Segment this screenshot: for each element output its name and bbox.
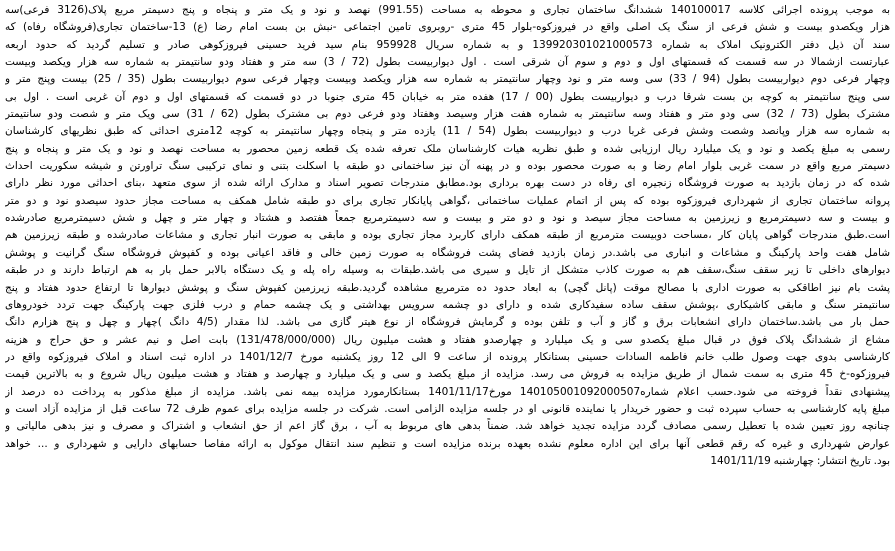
- text-line: به موجب پرونده اجرائی کلاسه 140100017 ششدانگ ساختمان تجاری و محوطه به مساحت (991.55) نهصد و نود و یک متر و پنجاه و پنج دسیمتر مربع پلاک(3126 فرعی)سه: [5, 4, 890, 16]
- text-line: سند آن ذیل دفتر الکترونیک املاک به شماره 139920301021000573 و به شماره سریال 959928 بنام سید فرید حسینی فیروزکوهی صادر و تسلیم گردید که حدود اربعه: [5, 38, 890, 51]
- text-line: مبلغ پایه کارشناسی به حساب سپرده ثبت و حضور خریدار یا نماینده قانونی او در جلسه مزایده الزامی است. شرکت در جلسه مزایده برای عموم ظرف 72 ساعت قبل از مزایده آزاد است و: [5, 402, 890, 415]
- text-line: به شماره سه هزار وپانصد وشصت وشش فرعی غربا درب و دیواربیست بطول (54 / 11) یازده متر و پنجاه وچهار سانتیمتر به کوچه 12متری احداثی که طبق نظریهای کارشناسان: [5, 125, 890, 138]
- text-line: عوارض شهرداری و غیره که رقم قطعی آنها برای این اداره معلوم نشده بعهده برنده مزایده است و تنظیم سند انتقال موکول به ارائه مفاصا حسابهای دارایی و شهرداری و ... خواهد: [5, 437, 890, 450]
- text-line: پیشنهادی نقداً فروخته می شود.حسب اعلام شماره140105001092000507 مورخ1401/11/17 بستانکارمورد مزایده بیمه نمی باشد. مزایده از مبلغ مذکور به پرداخت ده درصد از: [5, 385, 890, 398]
- text-line: است.طبق مندرجات گواهی پایان کار ،مساحت دوبیست مترمربع از طبقه همکف دارای کاربرد مجاز تجاری بوده و مابقی به صورت انبار تجاری و مشاعات صادرشده و طبقه زیرزمین هم: [5, 229, 890, 242]
- text-line: و بیست و سه دسیمترمربع و زیرزمین به مساحت مجاز سیصد و نود و دو متر و بیست و سه دسیمترمربع جمعاً هفتصد و هشتاد و چهار متر و چهل و شش دسیمترمربع صادرشده: [5, 212, 890, 225]
- text-line: دیوارهای داخلی تا زیر سقف سنگ،سقف هم به صورت کاذب متشکل از تایل و سیری می باشد.طبقات به وسیله راه پله و یک دستگاه بالابر حمل بار به هم ارتباط دارند و در طبقه: [5, 264, 890, 277]
- text-line: سانتیمتر سنگ و مابقی کاشیکاری ،پوشش سقف ساده سفیدکاری شده و دارای دو چشمه سرویس بهداشتی و یک چشمه حمام و درب فلزی جهت پارکینگ جهت تردد خودروهای: [5, 298, 890, 311]
- text-line: دسیمتر مربع واقع در سمت غربی بلوار امام رضا و به صورت محصور بوده و در پهنه آن نیز ساختمانی دو طبقه با اسکلت بتنی و نمای ترکیبی سنگ تراورتن و شیشه سکوریت احداث: [5, 160, 890, 173]
- text-line: حمل بار می باشد.ساختمان دارای انشعابات برق و گاز و آب و تلفن بوده و گرمایش فروشگاه از نوع هیتر گازی می باشد. لذا مقدار (4/5 دانگ )چهار و چهل و پنج هزارم دانگ: [5, 316, 890, 329]
- text-line: شامل هفت واحد پارکینگ و مشاعات و انباری می باشد.در زمان بازدید فضای پشت فروشگاه به صورت زمین خالی و فاقد اعیانی بوده و کفپوش فروشگاه سنگ گرانیت و پوشش: [5, 246, 890, 259]
- text-line: مشاع از ششدانگ پلاک فوق در قبال مبلغ یکصدو سی و یک میلیارد و چهارصدو هفتاد و هشت میلیون ریال (131/478/000/000) بابت اصل و نیم عشر و حق حراج و هزینه: [5, 333, 890, 346]
- text-line: پروانه ساختمان تجاری از شهرداری فیروزکوه بوده که پس از اتمام عملیات ساختمانی ،گواهی پایانکار تجاری برای دو طبقه شامل همکف به مساحت مجاز حدود سیصدو نود و دو متر: [5, 194, 890, 207]
- text-line: شده که در زمان بازدید به صورت فروشگاه زنجیره ای رفاه در دست بهره برداری بود.مطابق مندرجات تصویر اسناد و مدارک ارائه شده از سوی متعهد ،بنای احداثی مورد نظر دارای: [5, 177, 890, 190]
- text-line: سی وپنج سانتیمتر به کوچه بن بست شرقا درب و دیواربیست بطول (00 / 17) هفده متر به خیابان 45 متری جنوبا در دو قسمت که قسمتهای اول و دوم آن غربی است . اول بی: [5, 90, 890, 103]
- text-line: مشترک بطول (73 / 32) سی ودو متر و هفتاد وسه سانتیمتر به شماره هفت هزار وسیصد وهفتاد ودو فرعی دوم بی مشترک بطول (62 / 31) سی ویک متر و شصت ودو سانتیمتر: [5, 108, 890, 121]
- text-line: کارشناسی بدوی جهت وصول طلب خانم فاطمه السادات حسینی بستانکار پرونده از ساعت 9 الی 12 روز یکشنبه مورخ 1401/12/7 در اداره ثبت اسناد و املاک فیروزکوه واقع در: [5, 350, 890, 363]
- text-line: عبارتست ازشمالا در سه قسمت که قسمتهای اول و دوم و سوم آن شرقی است . اول دیواربیست بطول (72 / 3) سه متر و هفتاد ودو سانتیمتر به شماره سه هزار ویکصد وبیست: [5, 56, 890, 69]
- text-line: وچهار فرعی دوم دیواربیست بطول (94 / 33) سی وسه متر و نود وچهار سانتیمتر به شماره سه هزار ویکصد وبیست وچهار فرعی سوم دیواربیست بطول (35 / 25) بیست وپنج متر و: [5, 73, 890, 86]
- text-line: رسمی به مبلغ یکصد و نود و یک میلیارد ریال ارزیابی شده و طبق نظریه هیات کارشناسان ملک تعرفه شده یک قطعه زمین محصور به مساحت نهصد و نود و یک متر و پنجاه و پنج: [5, 142, 890, 155]
- text-line: پشت بام نیز اطاقکی به صورت اداری با مصالح موقت (پانل گچی) به ابعاد حدود ده مترمربع مشاهده گردید.طبقه زیرزمین کفپوش سنگ و پوشش دیوارها تا ارتفاع حدود هفتاد و پنج: [5, 281, 890, 294]
- text-line: فیروزکوه-خ 45 متری به سمت شمال از طریق مزایده به فروش می رسد. مزایده از مبلغ یکصد و سی و یک میلیارد و چهارصد و هفتاد و هشت میلیون ریال شروع و به بالاترین قیمت: [5, 368, 890, 381]
- publication-date-line: بود. تاریخ انتشار: چهارشنبه 1401/11/19: [710, 454, 890, 467]
- text-line: چنانچه روز تعیین شده با تعطیل رسمی مصادف گردد مزایده تجدید خواهد شد. ضمناً بدهی های مربوط به آب ، برق گاز اعم از حق انشعاب و اشتراک و مصرف و نیز بدهی مالیاتی و: [5, 420, 890, 433]
- text-line: هزار ویکصدو بیست و شش فرعی از سنگ یک اصلی واقع در فیروزکوه-بلوار 45 متری -روبروی تامین اجتماعی -نبش بن بست امام رضا (ع) 13-ساختمان تجاری(فروشگاه رفاه) که: [5, 21, 890, 34]
